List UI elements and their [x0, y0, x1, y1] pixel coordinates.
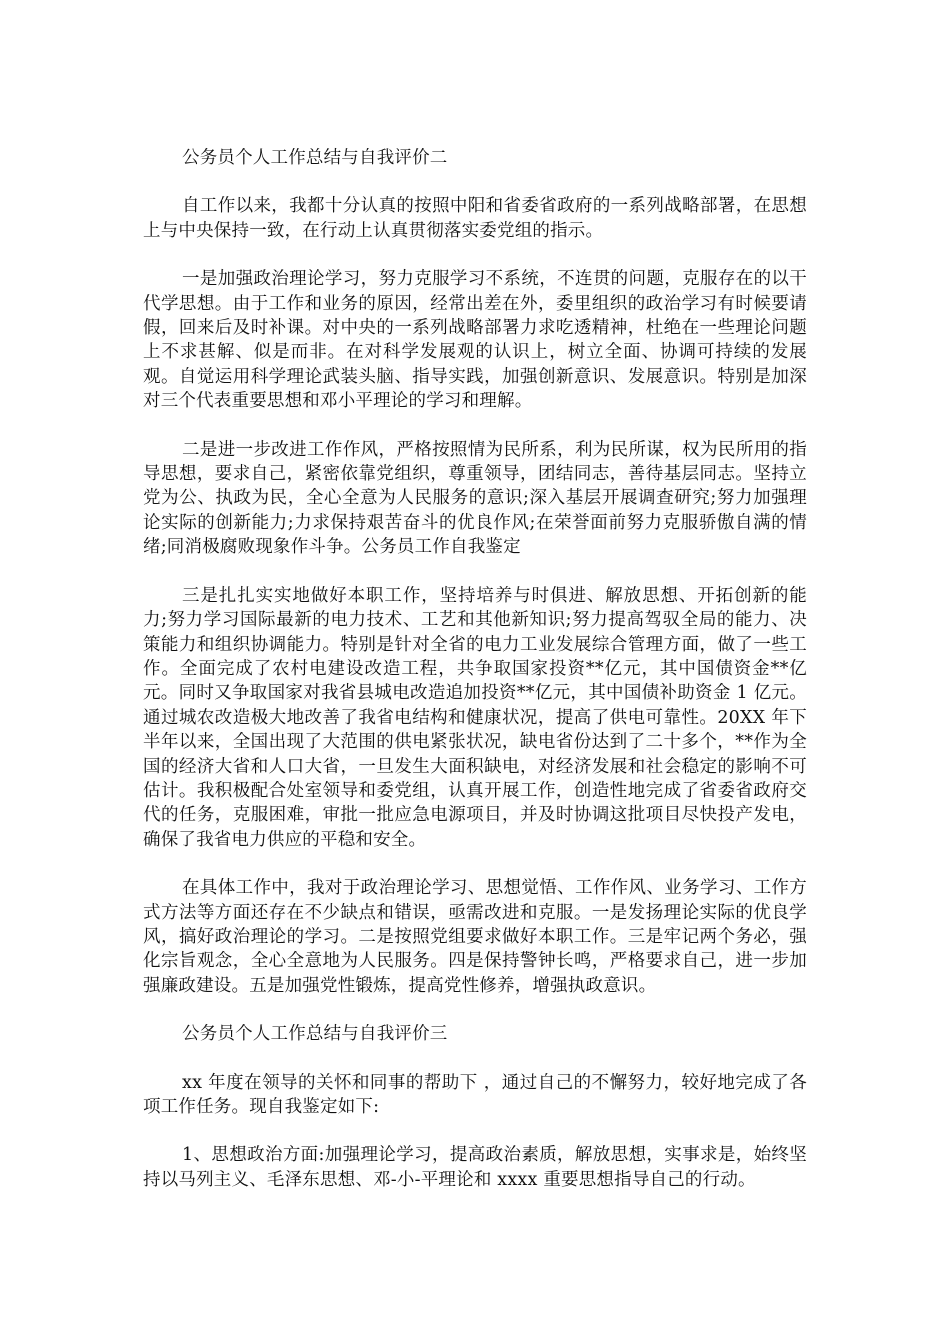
paragraph: 一是加强政治理论学习，努力克服学习不系统，不连贯的问题，克服存在的以干代学思想。由于工作和业务的原因，经常出差在外，委里组织的政治学习有时候要请假，回来后及时补课。对中央的一系列战略部署力求吃透精神，杜绝在一些理论问题上不求甚解、似是而非。在对科学发展观的认识上，树立全面、协调可持续的发展观。自觉运用科学理论武装头脑、指导实践，加强创新意识、发展意识。特别是加深对三个代表重要思想和邓小平理论的学习和理解。 [143, 269, 807, 412]
document-page [143, 146, 807, 1192]
paragraph: xx 年度在领导的关怀和同事的帮助下 ，通过自己的不懈努力，较好地完成了各项工作任务。现自我鉴定如下: [143, 1072, 807, 1117]
paragraph: 三是扎扎实实地做好本职工作，坚持培养与时俱进、解放思想、开拓创新的能力;努力学习国际最新的电力技术、工艺和其他新知识;努力提高驾驭全局的能力、决策能力和组织协调能力。特别是针对全省的电力工业发展综合管理方面，做了一些工作。全面完成了农村电建设改造工程，共争取国家投资**亿元，其中国债资金**亿元。同时又争取国家对我省县城电改造追加投资**亿元，其中国债补助资金 1 亿元。通过城农改造极大地改善了我省电结构和健康状况，提高了供电可靠性。20XX 年下半年以来，全国出现了大范围的供电紧张状况，缺电省份达到了二十多个，**作为全国的经济大省和人口大省，一旦发生大面积缺电，对经济发展和社会稳定的影响不可估计。我积极配合处室领导和委党组，认真开展工作，创造性地完成了省委省政府交代的任务，克服困难，审批一批应急电源项目，并及时协调这批项目尽快投产发电，确保了我省电力供应的平稳和安全。 [143, 585, 807, 850]
paragraph: 二是进一步改进工作作风，严格按照情为民所系，利为民所谋，权为民所用的指导思想，要求自己，紧密依靠党组织，尊重领导，团结同志，善待基层同志。坚持立党为公、执政为民，全心全意为人民服务的意识;深入基层开展调查研究;努力加强理论实际的创新能力;力求保持艰苦奋斗的优良作风;在荣誉面前努力克服骄傲自满的情绪;同消极腐败现象作斗争。公务员工作自我鉴定 [143, 439, 807, 558]
section-heading: 公务员个人工作总结与自我评价三 [182, 1024, 448, 1045]
paragraph: 在具体工作中，我对于政治理论学习、思想觉悟、工作作风、业务学习、工作方式方法等方面还存在不少缺点和错误，亟需改进和克服。一是发扬理论实际的优良学风，搞好政治理论的学习。二是按照党组要求做好本职工作。三是牢记两个务必，强化宗旨观念，全心全意地为人民服务。四是保持警钟长鸣，严格要求自己，进一步加强廉政建设。五是加强党性锻炼，提高党性修养，增强执政意识。 [143, 878, 807, 996]
section-heading: 公务员个人工作总结与自我评价二 [182, 148, 448, 168]
paragraph: 1、思想政治方面:加强理论学习，提高政治素质，解放思想，实事求是，始终坚持以马列主义、毛泽东思想、邓-小-平理论和 xxxx 重要思想指导自己的行动。 [143, 1145, 807, 1190]
paragraph: 自工作以来，我都十分认真的按照中阳和省委省政府的一系列战略部署，在思想上与中央保持一致，在行动上认真贯彻落实委党组的指示。 [143, 196, 807, 241]
